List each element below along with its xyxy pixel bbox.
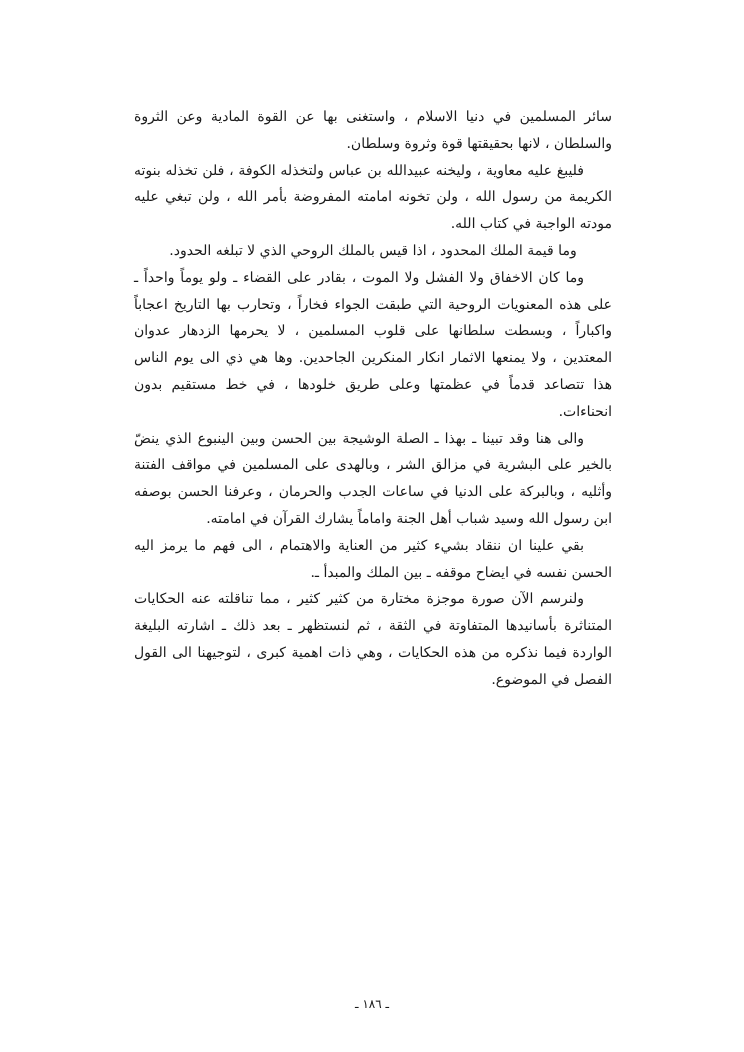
paragraph-3: وما قيمة الملك المحدود ، اذا قيس بالملك الروحي الذي لا تبلغه الحدود. xyxy=(169,242,577,259)
page-number: ـ ١٨٦ ـ xyxy=(354,997,390,1011)
paragraph-6: بقي علينا ان ننقاد بشيء كثير من العناية والاهتمام ، الى فهم ما يرمز اليه الحسن نفسه في ايضاح موقفه ـ بين الملك والمبدأ ـ. xyxy=(134,537,612,581)
paragraph-2: فليبغ عليه معاوية ، وليخنه عبيدالله بن عباس ولتخذله الكوفة ، فلن تخذله بنوته الكريمة من رسول الله ، ولن تخونه امامته المفروضة بأمر الله ، ولن تبغي عليه مودته الواجبة في كتاب الله. xyxy=(134,162,612,233)
body-text xyxy=(134,104,612,694)
paragraph-1: سائر المسلمين في دنيا الاسلام ، واستغنى بها عن القوة المادية وعن الثروة والسلطان ، لانها بحقيقتها قوة وثروة وسلطان. xyxy=(134,109,612,152)
paragraph-5: والى هنا وقد تبينا ـ بهذا ـ الصلة الوشيجة بين الحسن وبين الينبوع الذي ينضّ بالخير على البشرية في مزالق الشر ، وبالهدى على المسلمين في مواقف الفتنة وأثليه ، وبالبركة على الدنيا في ساعات الجدب والحرمان ، وعرفنا الحسن بوصفه ابن رسول الله وسيد شباب أهل الجنة واماماً يشارك القرآن في امامته. xyxy=(134,430,612,527)
paragraph-4: وما كان الاخفاق ولا الفشل ولا الموت ، بقادر على القضاء ـ ولو يوماً واحداً ـ على هذه المعنويات الروحية التي طبقت الجواء فخاراً ، وتحارب بها التاريخ اعجاباً واكباراً ، وبسطت سلطانها على قلوب المسلمين ، لا يحرمها الزدهار عدوان المعتدين ، ولا يمنعها الاثمار انكار المنكرين الجاحدين. وها هي ذي الى يوم الناس هذا تتصاعد قدماً في عظمتها وعلى طريق خلودها ، في خط مستقيم بدون انحناءات. xyxy=(134,269,612,420)
paragraph-7: ولنرسم الآن صورة موجزة مختارة من كثير كثير ، مما تناقلته عنه الحكايات المتناثرة بأسانيدها المتفاوتة في الثقة ، ثم لنستظهر ـ بعد ذلك ـ اشارته البليغة الواردة فيما نذكره من هذه الحكايات ، وهي ذات اهمية كبرى ، لتوجيهنا الى القول الفصل في الموضوع. xyxy=(134,591,612,688)
